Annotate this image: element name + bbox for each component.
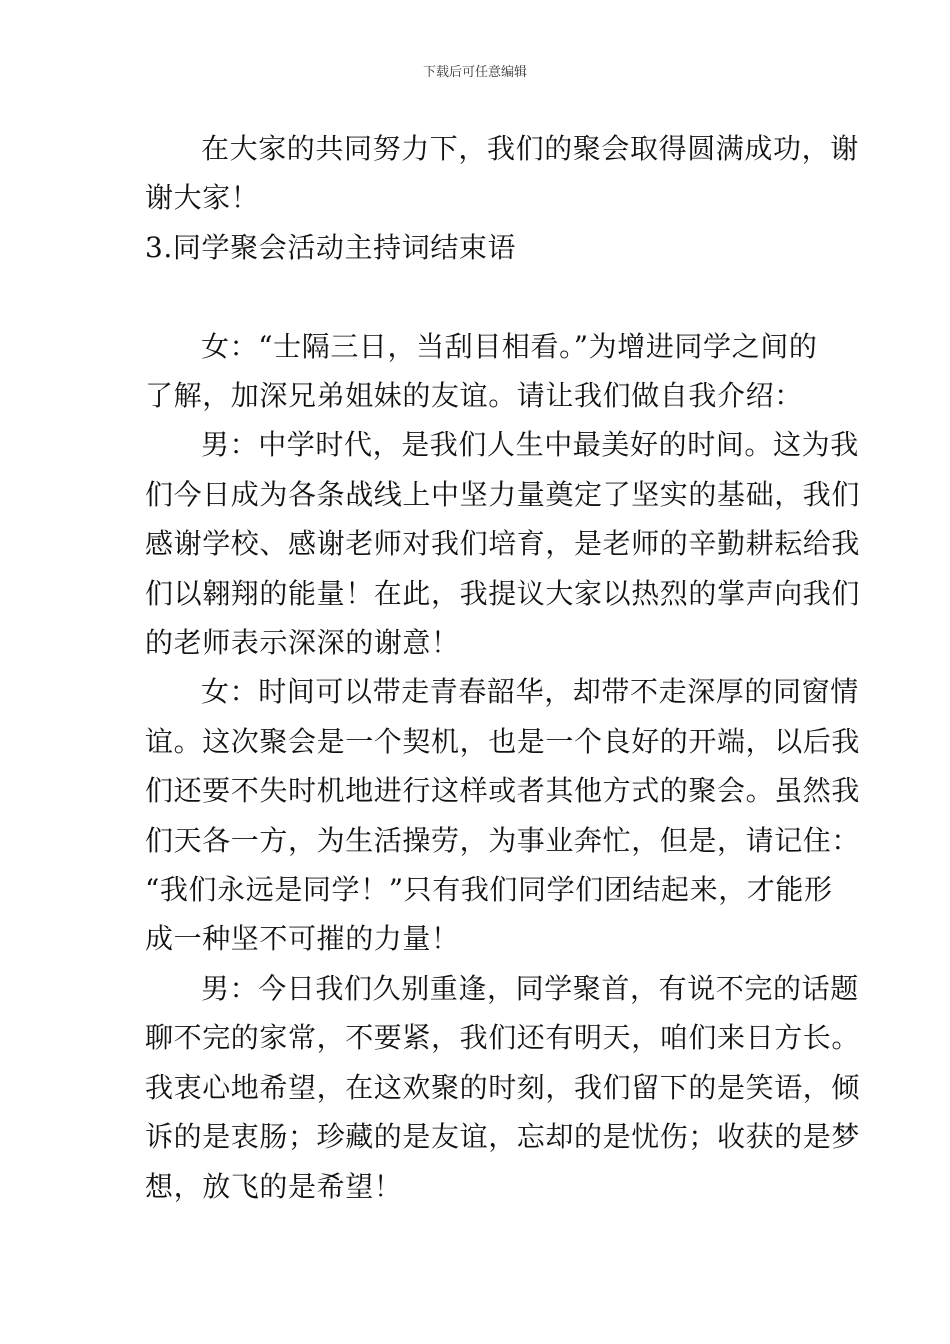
paragraph-line: 成一种坚不可摧的力量！: [145, 922, 460, 956]
paragraph-line: “我们永远是同学！”只有我们同学们团结起来，才能形: [145, 873, 833, 907]
paragraph-line: 了解，加深兄弟姐妹的友谊。请让我们做自我介绍：: [145, 379, 803, 413]
paragraph-line: 谊。这次聚会是一个契机，也是一个良好的开端，以后我: [145, 724, 861, 758]
document-body: [145, 124, 861, 1211]
paragraph-line: 女：“士隔三日，当刮目相看。”为增进同学之间的: [201, 329, 818, 363]
paragraph-line: 们今日成为各条战线上中坚力量奠定了坚实的基础，我们: [145, 477, 861, 511]
paragraph-line: 男：中学时代，是我们人生中最美好的时间。这为我: [201, 428, 859, 462]
paragraph-line: 在大家的共同努力下，我们的聚会取得圆满成功，谢: [201, 132, 859, 165]
paragraph-line: 们天各一方，为生活操劳，为事业奔忙，但是，请记住：: [145, 823, 861, 857]
paragraph-line: 我衷心地希望，在这欢聚的时刻，我们留下的是笑语，倾: [145, 1070, 861, 1104]
paragraph-line: 诉的是衷肠；珍藏的是友谊，忘却的是忧伤；收获的是梦: [145, 1120, 861, 1154]
paragraph-line: 们还要不失时机地进行这样或者其他方式的聚会。虽然我: [145, 774, 861, 808]
paragraph-line: 感谢学校、感谢老师对我们培育，是老师的辛勤耕耘给我: [145, 527, 861, 561]
paragraph-line: 男：今日我们久别重逢，同学聚首，有说不完的话题: [201, 971, 859, 1005]
paragraph-line: 们以翱翔的能量！在此，我提议大家以热烈的掌声向我们: [145, 576, 861, 610]
paragraph-line: 聊不完的家常，不要紧，我们还有明天，咱们来日方长。: [145, 1021, 861, 1055]
paragraph-line: 女：时间可以带走青春韶华，却带不走深厚的同窗情: [201, 675, 859, 709]
section-heading: 3.同学聚会活动主持词结束语: [145, 230, 517, 264]
paragraph-line: 想，放飞的是希望！: [145, 1169, 403, 1203]
paragraph-line: 谢大家！: [145, 181, 260, 215]
page-header: 下载后可任意编辑: [422, 65, 527, 80]
paragraph-line: 的老师表示深深的谢意！: [145, 626, 460, 660]
blank-line: [145, 272, 807, 321]
